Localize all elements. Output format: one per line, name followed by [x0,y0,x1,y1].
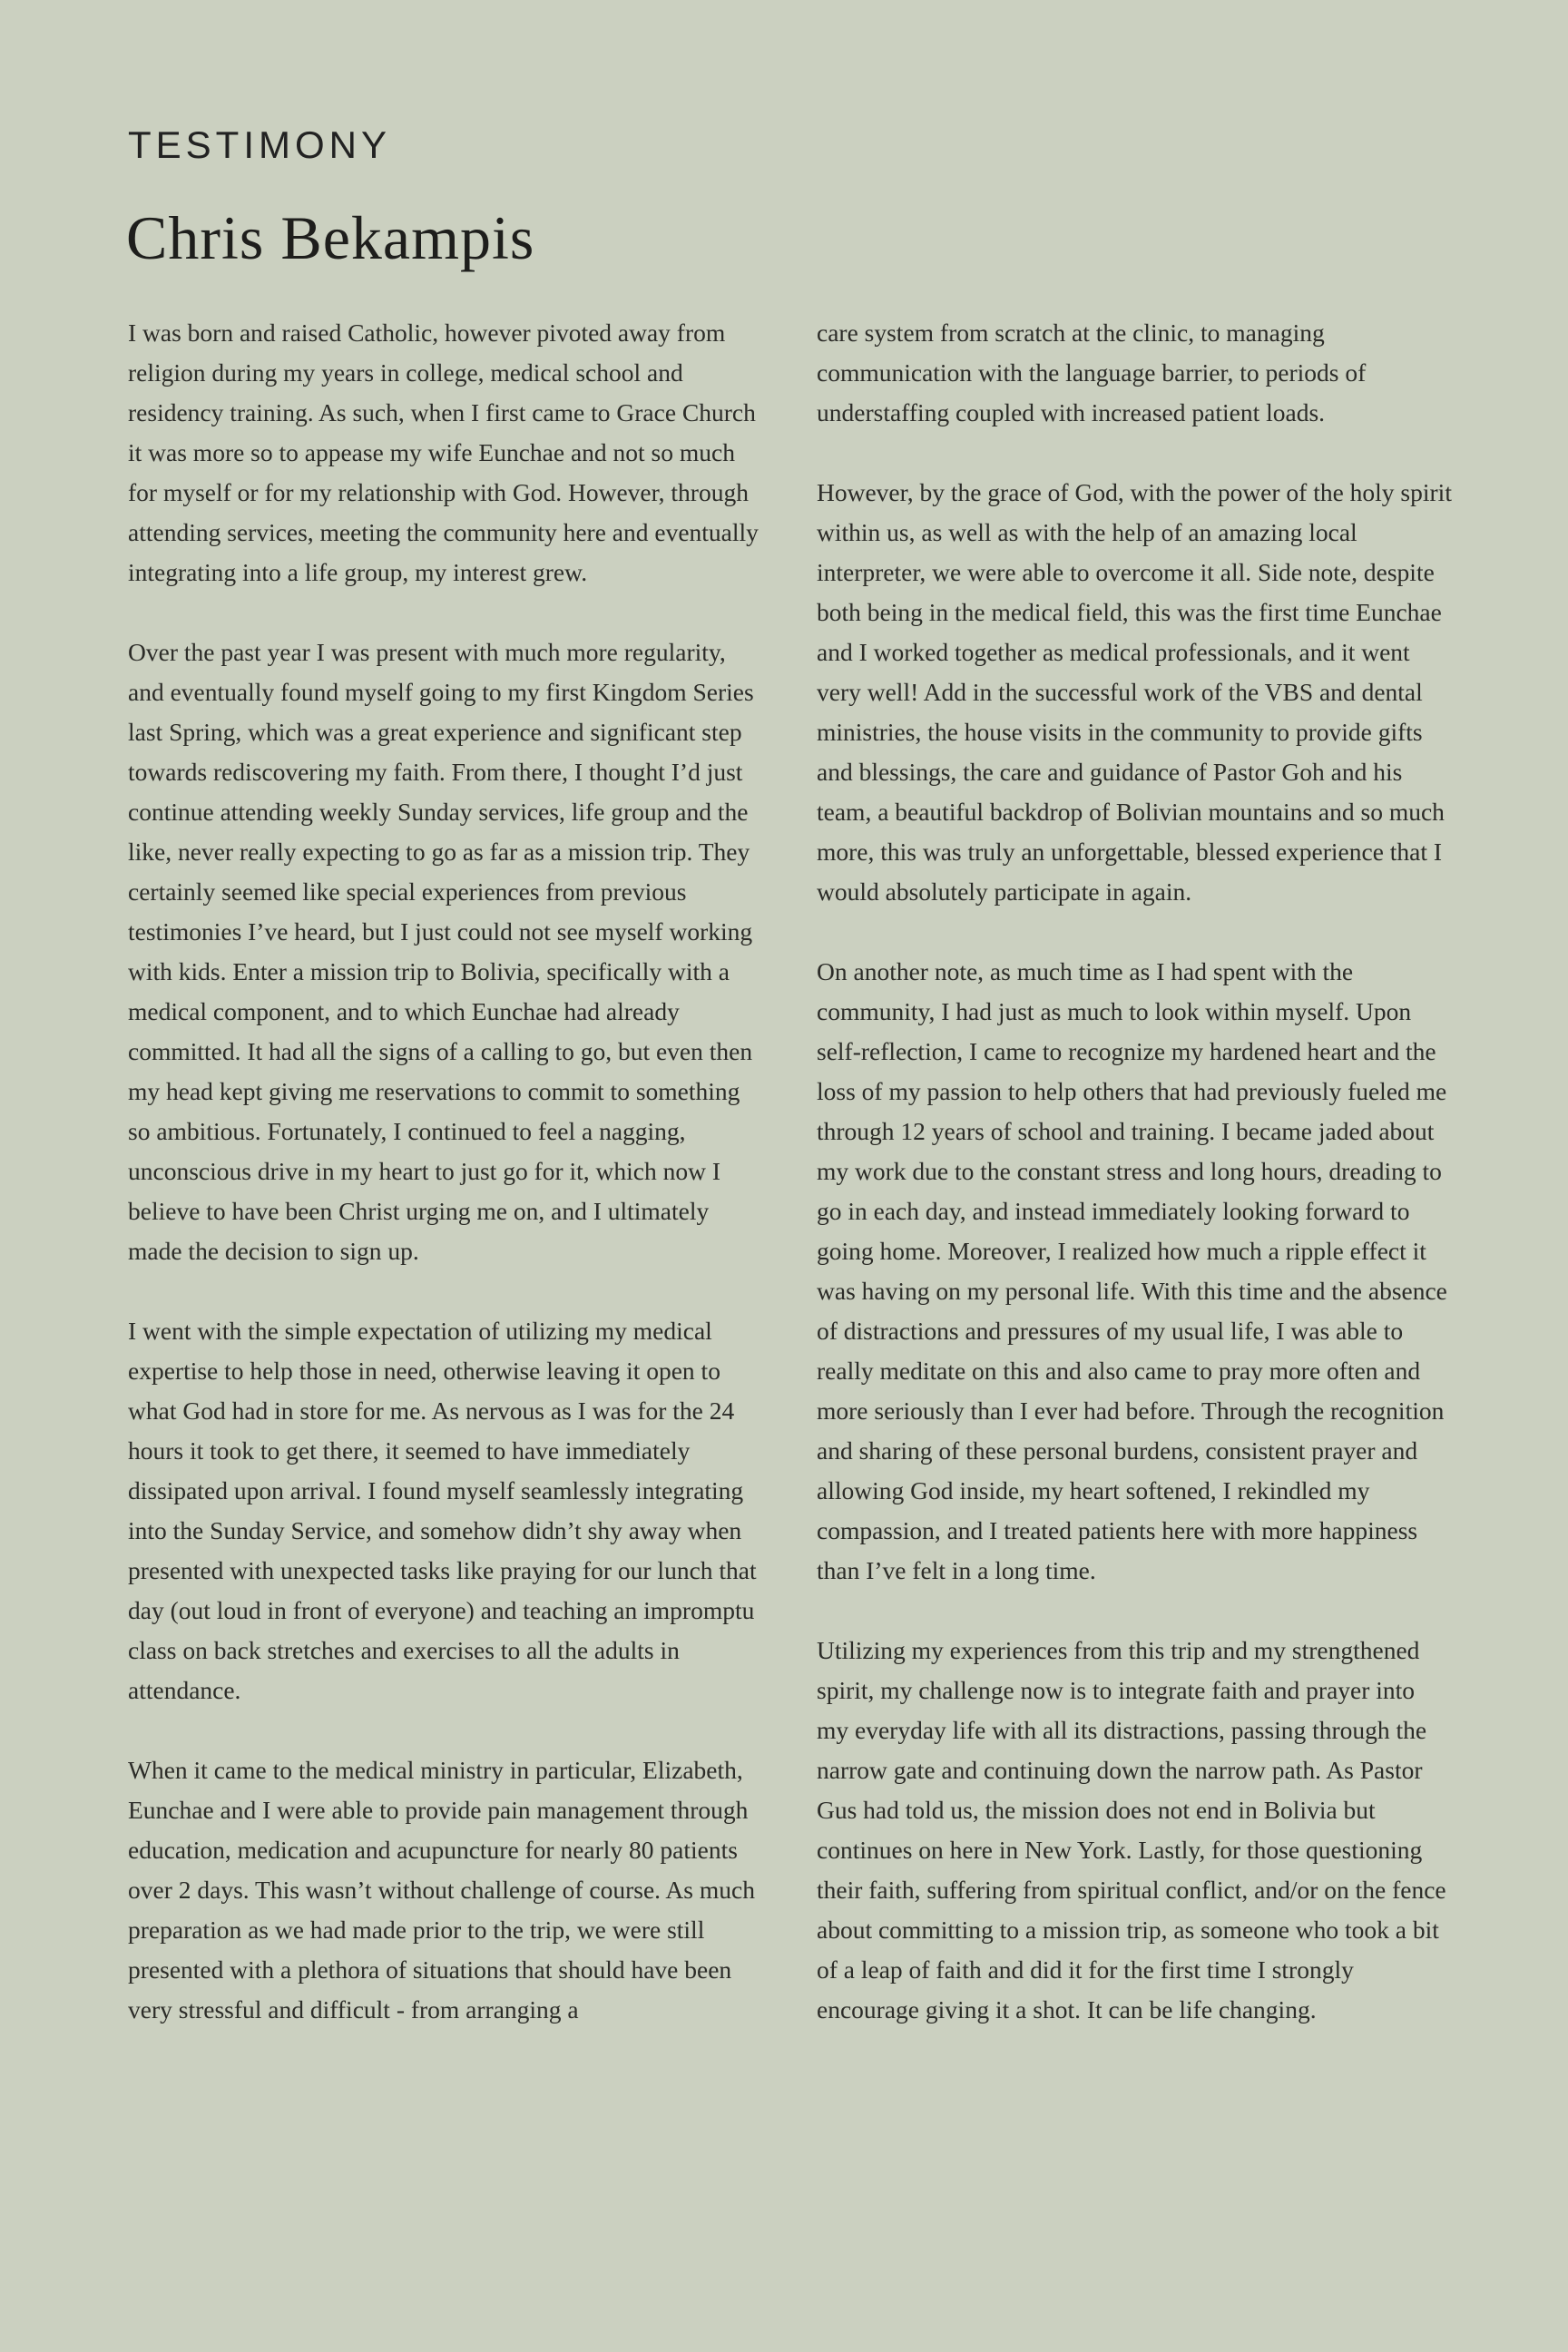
paragraph: Utilizing my experiences from this trip and my strengthened spirit, my challenge now is to integrate faith and prayer into my everyday life with all its distractions, passing through the narrow gate and continuing down the narrow path. As Pastor Gus had told us, the mission does not end in Bolivia but continues on here in New York. Lastly, for those questioning their faith, suffering from spiritual conflict, and/or on the fence about committing to a mission trip, as someone who took a bit of a leap of faith and did it for the first time I strongly encourage giving it a shot. It can be life changing. [817,1636,1446,2024]
paragraph: I went with the simple expectation of utilizing my medical expertise to help those in need, otherwise leaving it open to what God had in store for me. As nervous as I was for the 24 hours it took to get there, it seemed to have immediately dissipated upon arrival. I found myself seamlessly integrating into the Sunday Service, and somehow didn’t shy away when presented with unexpected tasks like praying for our lunch that day (out loud in front of everyone) and teaching an impromptu class on back stretches and exercises to all the adults in attendance. [128,1317,757,1704]
section-kicker: TESTIMONY [128,123,392,166]
paragraph: Over the past year I was present with much more regularity, and eventually found myself going to my first Kingdom Series last Spring, which was a great experience and significant step towards rediscovering my faith. From there, I thought I’d just continue attending weekly Sunday services, life group and the like, never really expecting to go as far as a mission trip. They certainly seemed like special experiences from previous testimonies I’ve heard, but I just could not see myself working with kids. Enter a mission trip to Bolivia, specifically with a medical component, and to which Eunchae had already committed. It had all the signs of a calling to go, but even then my head kept giving me reservations to commit to something so ambitious. Fortunately, I continued to feel a nagging, unconscious drive in my heart to just go for it, which now I believe to have been Christ urging me on, and I ultimately made the decision to sign up. [128,638,754,1265]
page-title: Chris Bekampis [126,203,535,272]
left-column [128,313,763,2030]
paragraph: When it came to the medical ministry in particular, Elizabeth, Eunchae and I were able to provide pain management through education, medication and acupuncture for nearly 80 patients over 2 days. This wasn’t without challenge of course. As much preparation as we had made prior to the trip, we were still presented with a plethora of situations that should have been very stressful and difficult - from arranging a [128,1756,755,2024]
paragraph: I was born and raised Catholic, however pivoted away from religion during my years in college, medical school and residency training. As such, when I first came to Grace Church it was more so to appease my wife Eunchae and not so much for myself or for my relationship with God. However, through attending services, meeting the community here and eventually integrating into a life group, my interest grew. [128,318,759,586]
paragraph: However, by the grace of God, with the power of the holy spirit within us, as well as with the help of an amazing local interpreter, we were able to overcome it all. Side note, despite both being in the medical field, this was the first time Eunchae and I worked together as medical professionals, and it went very well! Add in the successful work of the VBS and dental ministries, the house visits in the community to provide gifts and blessings, the care and guidance of Pastor Goh and his team, a beautiful backdrop of Bolivian mountains and so much more, this was truly an unforgettable, blessed experience that I would absolutely participate in again. [817,478,1452,906]
paragraph: care system from scratch at the clinic, to managing communication with the language barrier, to periods of understaffing coupled with increased patient loads. [817,318,1367,426]
right-column [817,313,1452,2030]
paragraph: On another note, as much time as I had spent with the community, I had just as much to look within myself. Upon self-reflection, I came to recognize my hardened heart and the loss of my passion to help others that had previously fueled me through 12 years of school and training. I became jaded about my work due to the constant stress and long hours, dreading to go in each day, and instead immediately looking forward to going home. Moreover, I realized how much a ripple effect it was having on my personal life. With this time and the absence of distractions and pressures of my usual life, I was able to really meditate on this and also came to pray more often and more seriously than I ever had before. Through the recognition and sharing of these personal burdens, consistent prayer and allowing God inside, my heart softened, I rekindled my compassion, and I treated patients here with more happiness than I’ve felt in a long time. [817,957,1447,1584]
